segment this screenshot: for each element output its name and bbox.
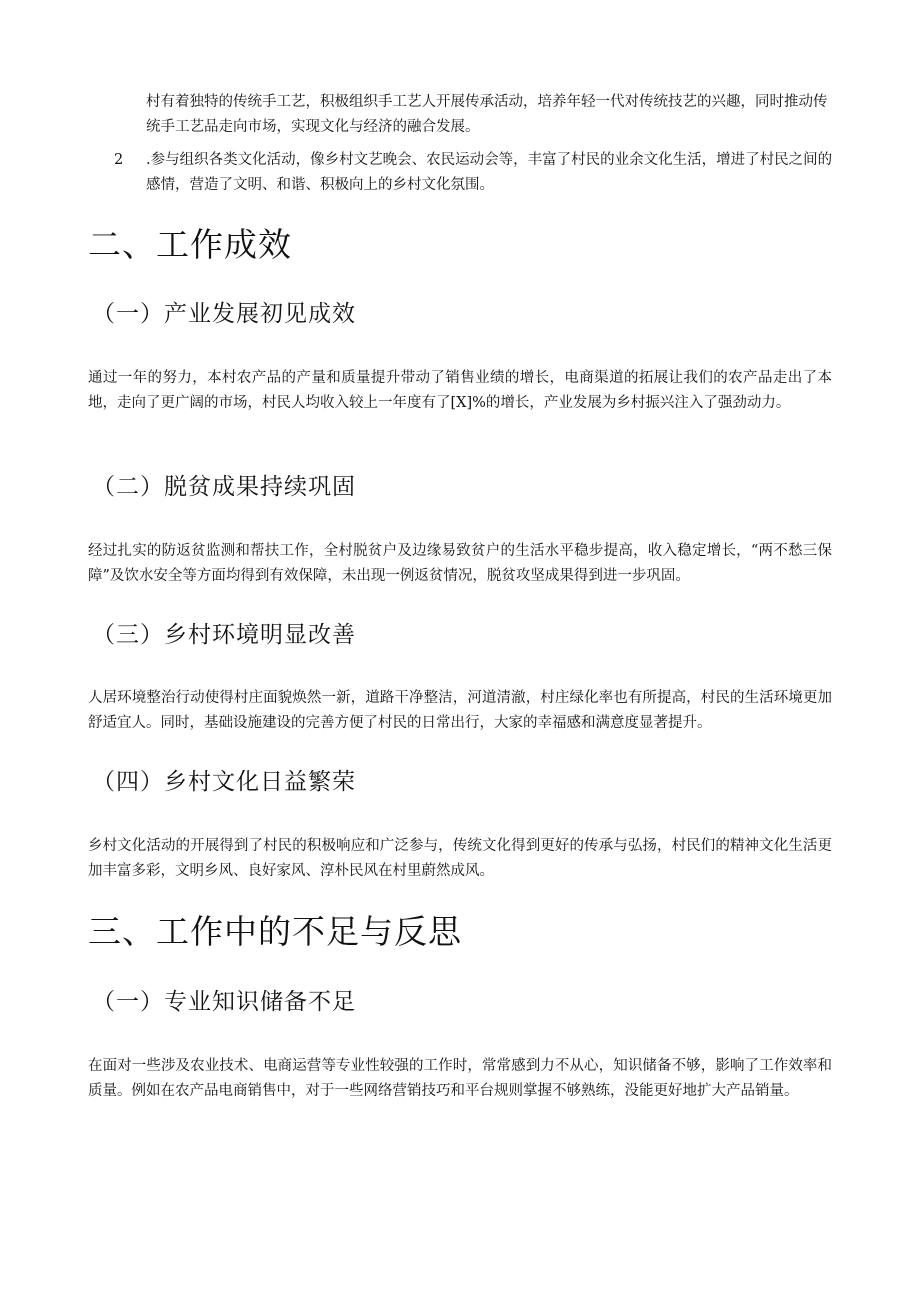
subheading-environment: （三）乡村环境明显改善 xyxy=(92,622,356,648)
section-heading-results: 二、工作成效 xyxy=(88,225,292,264)
subheading-culture: （四）乡村文化日益繁荣 xyxy=(92,769,356,795)
item-number: 2 xyxy=(114,152,124,168)
subheading-knowledge: （一）专业知识储备不足 xyxy=(92,989,356,1015)
paragraph-knowledge: 在面对一些涉及农业技术、电商运营等专业性较强的工作时，常常感到力不从心，知识储备不够，影响了工作效率和质量。例如在农产品电商销售中，对于一些网络营销技巧和平台规则掌握不够熟练，没能更好地扩大产品销量。 xyxy=(88,1058,832,1099)
subheading-poverty: （二）脱贫成果持续巩固 xyxy=(92,474,356,500)
paragraph-culture: 乡村文化活动的开展得到了村民的积极响应和广泛参与，传统文化得到更好的传承与弘扬，村民们的精神文化生活更加丰富多彩，文明乡风、良好家风、淳朴民风在村里蔚然成风。 xyxy=(88,838,832,879)
continuation-paragraph: 村有着独特的传统手工艺，积极组织手工艺人开展传承活动，培养年轻一代对传统技艺的兴趣，同时推动传统手工艺品走向市场，实现文化与经济的融合发展。 xyxy=(146,94,828,135)
item-text: .参与组织各类文化活动，像乡村文艺晚会、农民运动会等，丰富了村民的业余文化生活，增进了村民之间的感情，营造了文明、和谐、积极向上的乡村文化氛围。 xyxy=(146,152,833,193)
numbered-item-2 xyxy=(114,148,836,198)
subheading-industry: （一）产业发展初见成效 xyxy=(92,301,356,327)
paragraph-industry: 通过一年的努力，本村农产品的产量和质量提升带动了销售业绩的增长，电商渠道的拓展让我们的农产品走出了本地，走向了更广阔的市场，村民人均收入较上一年度有了[X]%的增长，产业发展为乡村振兴注入了强劲动力。 xyxy=(88,370,832,411)
paragraph-poverty: 经过扎实的防返贫监测和帮扶工作，全村脱贫户及边缘易致贫户的生活水平稳步提高，收入稳定增长，“两不愁三保障”及饮水安全等方面均得到有效保障，未出现一例返贫情况，脱贫攻坚成果得到进一步巩固。 xyxy=(88,543,832,584)
section-heading-shortcomings: 三、工作中的不足与反思 xyxy=(88,912,462,951)
paragraph-environment: 人居环境整治行动使得村庄面貌焕然一新，道路干净整洁，河道清澈，村庄绿化率也有所提高，村民的生活环境更加舒适宜人。同时，基础设施建设的完善方便了村民的日常出行，大家的幸福感和满意度显著提升。 xyxy=(88,690,832,731)
